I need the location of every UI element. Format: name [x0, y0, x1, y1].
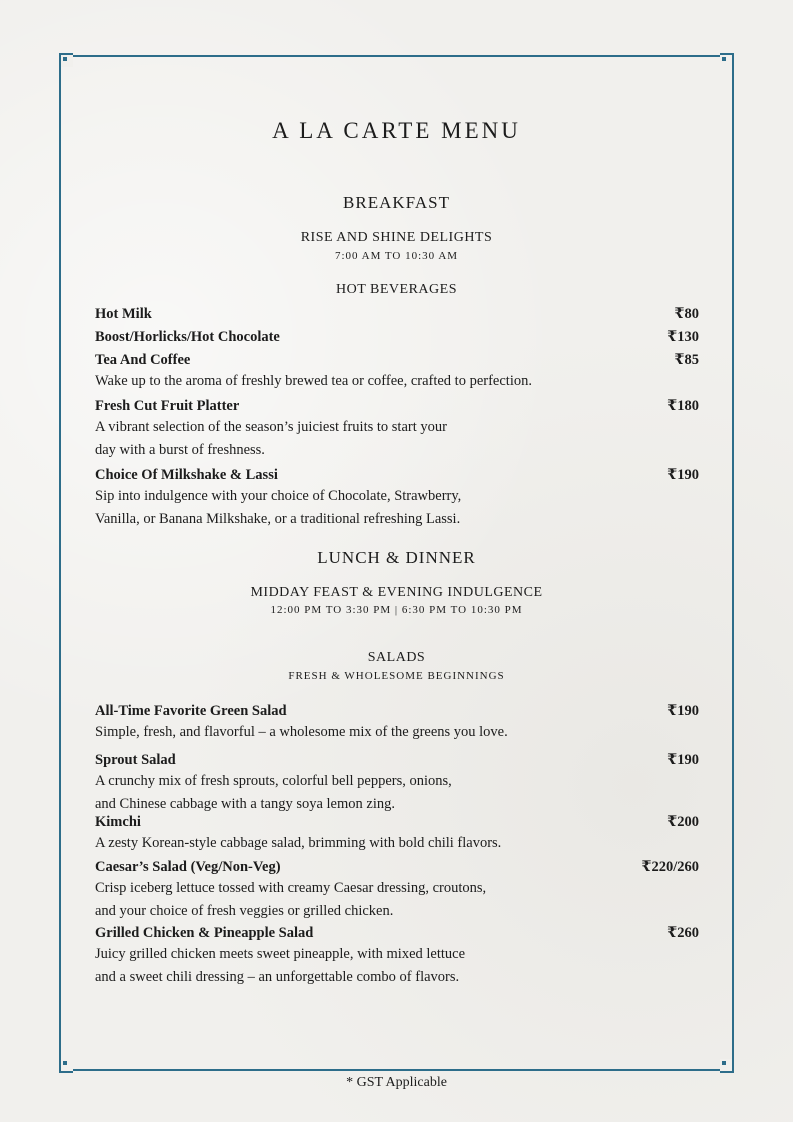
section-heading-lunch-dinner: LUNCH & DINNER [317, 548, 476, 567]
item-description: A vibrant selection of the season’s juiciest fruits to start your [95, 419, 447, 435]
section-hours: 12:00 PM TO 3:30 PM | 6:30 PM TO 10:30 PM [270, 604, 523, 616]
item-description: Juicy grilled chicken meets sweet pineapple, with mixed lettuce [95, 946, 466, 962]
menu-item [95, 857, 699, 923]
menu-item [95, 304, 699, 324]
item-description: A crunchy mix of fresh sprouts, colorful bell peppers, onions, [95, 773, 452, 789]
section-heading-breakfast: BREAKFAST [343, 193, 450, 212]
item-name: All-Time Favorite Green Salad [95, 703, 287, 719]
border-corner-ornament [720, 53, 734, 67]
item-description: A zesty Korean-style cabbage salad, brimming with bold chili flavors. [95, 835, 502, 851]
item-name: Boost/Horlicks/Hot Chocolate [95, 329, 280, 345]
item-description: and Chinese cabbage with a tangy soya lemon zing. [95, 796, 395, 812]
item-description: Crisp iceberg lettuce tossed with creamy Caesar dressing, croutons, [95, 880, 487, 896]
section-hours: 7:00 AM TO 10:30 AM [334, 250, 459, 262]
item-description: Wake up to the aroma of freshly brewed tea or coffee, crafted to perfection. [95, 373, 532, 389]
item-name: Sprout Salad [95, 752, 176, 768]
menu-item [95, 923, 699, 989]
menu-item [95, 327, 699, 347]
item-price: ₹260 [667, 925, 699, 941]
item-name: Caesar’s Salad (Veg/Non-Veg) [95, 859, 281, 875]
item-description: and a sweet chili dressing – an unforgettable combo of flavors. [95, 969, 460, 985]
menu-item [95, 350, 699, 393]
item-price: ₹200 [667, 814, 699, 830]
menu-title: A LA CARTE MENU [272, 118, 521, 143]
item-name: Tea And Coffee [95, 352, 191, 368]
item-name: Fresh Cut Fruit Platter [95, 398, 240, 414]
border-corner-ornament [59, 1059, 73, 1073]
category-heading: SALADS [367, 650, 426, 665]
item-name: Kimchi [95, 814, 141, 830]
border-corner-ornament [59, 53, 73, 67]
section-subheading: MIDDAY FEAST & EVENING INDULGENCE [250, 585, 543, 600]
item-price: ₹220/260 [641, 859, 699, 875]
category-subheading: FRESH & WHOLESOME BEGINNINGS [288, 670, 505, 682]
item-description: and your choice of fresh veggies or grilled chicken. [95, 903, 394, 919]
menu-item [95, 701, 699, 744]
menu-item [95, 465, 699, 531]
item-price: ₹190 [667, 467, 699, 483]
item-name: Hot Milk [95, 306, 152, 322]
gst-note: * GST Applicable [346, 1075, 447, 1090]
menu-item [95, 812, 699, 855]
item-description: day with a burst of freshness. [95, 442, 265, 458]
menu-item [95, 750, 699, 816]
item-name: Grilled Chicken & Pineapple Salad [95, 925, 314, 941]
item-price: ₹180 [667, 398, 699, 414]
item-price: ₹190 [667, 752, 699, 768]
item-price: ₹130 [667, 329, 699, 345]
item-price: ₹85 [674, 352, 699, 368]
border-corner-ornament [720, 1059, 734, 1073]
item-name: Choice Of Milkshake & Lassi [95, 467, 278, 483]
section-subheading: RISE AND SHINE DELIGHTS [300, 230, 493, 245]
item-description: Simple, fresh, and flavorful – a wholesome mix of the greens you love. [95, 724, 508, 740]
menu-item [95, 396, 699, 462]
item-description: Sip into indulgence with your choice of Chocolate, Strawberry, [95, 488, 462, 504]
item-price: ₹80 [674, 306, 699, 322]
item-price: ₹190 [667, 703, 699, 719]
category-heading: HOT BEVERAGES [336, 282, 457, 297]
item-description: Vanilla, or Banana Milkshake, or a traditional refreshing Lassi. [95, 511, 461, 527]
